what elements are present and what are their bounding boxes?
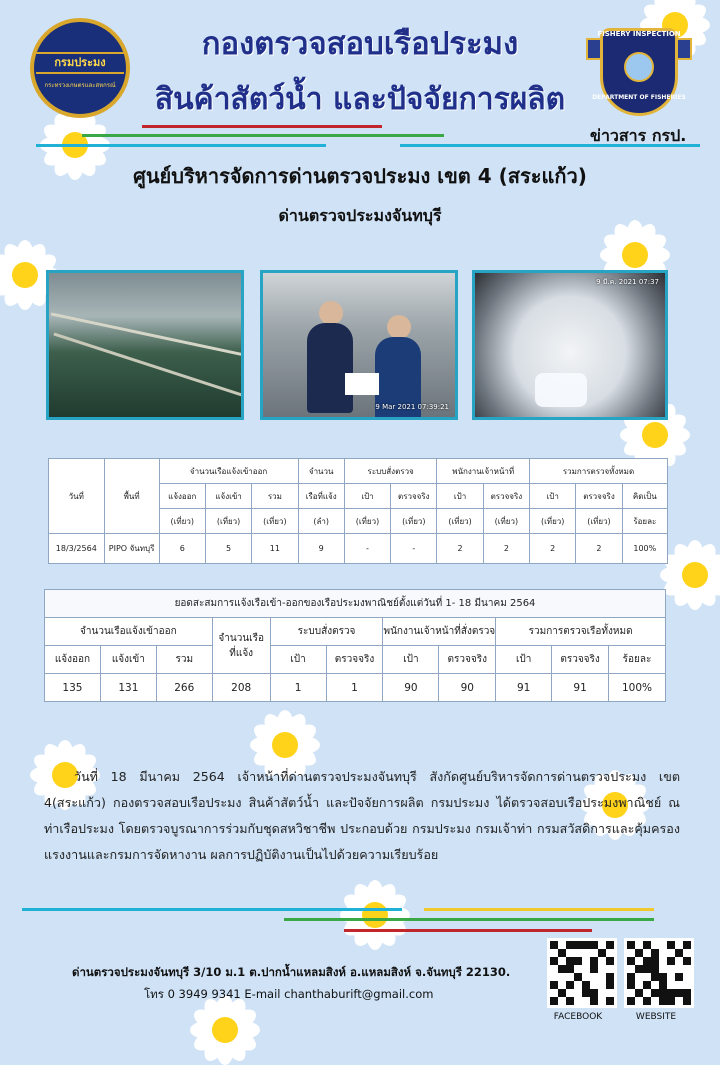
cell-in: 131: [100, 674, 156, 702]
col-header-ships-line1: จำนวนเรือ: [218, 632, 264, 644]
unit-trip: (เที่ยว): [391, 509, 437, 534]
col-header-ships-line2: ที่แจ้ง: [229, 647, 254, 659]
logo-right-bottom-text: DEPARTMENT OF FISHERIES: [592, 94, 686, 101]
col-header-count: จำนวน: [298, 459, 344, 484]
divider: [22, 908, 402, 911]
sub-header-target: เป้า: [344, 484, 390, 509]
sub-header-target: เป้า: [383, 646, 439, 674]
report-paragraph: วันที่ 18 มีนาคม 2564 เจ้าหน้าที่ด่านตรวจประมงจันทบุรี สังกัดศูนย์บริหารจัดการด่านตรวจประมง เขต 4(สระแก้ว) กองตรวจสอบเรือประมง สินค้าสัตว์น้ำ และปัจจัยการผลิต กรมประมง ได้ตรวจสอบเรือประมงพาณิชย์ ณ ท่าเรือประมง โดยตรวจบูรณาการร่วมกับชุดสหวิชาชีพ ประกอบด้วย กรมประมง กรมเจ้าท่า กรมสวัสดิการและคุ้มครองแรงงานและกรมการจัดหางาน ผลการปฏิบัติงานเป็นไปด้วยความเรียบร้อย: [44, 769, 680, 862]
website-qr-label: WEBSITE: [635, 1012, 677, 1022]
footer-contact: โทร 0 3949 9341 E-mail chanthaburift@gmail.com: [144, 987, 434, 1001]
divider: [424, 908, 654, 911]
logo-right-top-text: FISHERY INSPECTION: [597, 30, 681, 38]
divider: [36, 144, 326, 147]
daisy-decoration: [660, 540, 720, 610]
photo-timestamp: 9 Mar 2021 07:39:21: [375, 403, 449, 411]
cell-sys-actual: -: [391, 534, 437, 564]
divider: [344, 929, 592, 932]
photo-fishing-net: [46, 270, 244, 420]
cell-total-target: 91: [496, 674, 552, 702]
seal-icon: [624, 52, 654, 82]
page-subtitle: สินค้าสัตว์น้ำ และปัจจัยการผลิต: [154, 82, 566, 117]
cumulative-report-table: [44, 589, 666, 702]
col-header-staff: พนักงานเจ้าหน้าที่สั่งตรวจ: [383, 618, 496, 646]
sub-header-actual: ตรวจจริง: [326, 646, 383, 674]
sub-header-sum: รวม: [156, 646, 212, 674]
cell-staff-target: 2: [437, 534, 483, 564]
sub-header-in: แจ้งเข้า: [100, 646, 156, 674]
col-header-system: ระบบสั่งตรวจ: [270, 618, 383, 646]
cell-in: 5: [205, 534, 251, 564]
cell-total-actual: 2: [576, 534, 622, 564]
col-header-date: วันที่: [49, 459, 105, 534]
cell-staff-target: 90: [383, 674, 439, 702]
cumulative-table-title: ยอดสะสมการแจ้งเรือเข้า-ออกของเรือประมงพาณิชย์ตั้งแต่วันที่ 1- 18 มีนาคม 2564: [45, 590, 666, 618]
cell-sum: 266: [156, 674, 212, 702]
website-qr-code[interactable]: [624, 938, 694, 1008]
col-header-ship-report: จำนวนเรือแจ้งเข้าออก: [159, 459, 298, 484]
table-row: [45, 674, 666, 702]
divider: [284, 918, 654, 921]
unit-trip: (เที่ยว): [159, 509, 205, 534]
sub-header-percent: คิดเป็น: [622, 484, 667, 509]
unit-percent: ร้อยละ: [622, 509, 667, 534]
footer-address: ด่านตรวจประมงจันทบุรี 3/10 ม.1 ต.ปากน้ำแหลมสิงห์ อ.แหลมสิงห์ จ.จันทบุรี 22130.: [72, 965, 511, 979]
unit-trip: (เที่ยว): [252, 509, 298, 534]
sub-header-target: เป้า: [530, 484, 576, 509]
cell-total-actual: 91: [552, 674, 609, 702]
col-header-total: รวมการตรวจเรือทั้งหมด: [496, 618, 666, 646]
unit-trip: (เที่ยว): [205, 509, 251, 534]
col-header-total: รวมการตรวจทั้งหมด: [530, 459, 668, 484]
col-header-system: ระบบสั่งตรวจ: [344, 459, 437, 484]
sub-header-actual: ตรวจจริง: [576, 484, 622, 509]
cell-sys-actual: 1: [326, 674, 383, 702]
cell-ships: 208: [212, 674, 270, 702]
photo-inspectors: [260, 270, 458, 420]
sub-header-actual: ตรวจจริง: [552, 646, 609, 674]
page-title: กองตรวจสอบเรือประมง: [201, 26, 519, 62]
divider: [142, 125, 382, 128]
col-header-staff: พนักงานเจ้าหน้าที่: [437, 459, 530, 484]
sub-header-actual: ตรวจจริง: [483, 484, 529, 509]
unit-trip: (เที่ยว): [530, 509, 576, 534]
cell-date: 18/3/2564: [49, 534, 105, 564]
sub-header-sum: รวม: [252, 484, 298, 509]
cell-staff-actual: 2: [483, 534, 529, 564]
col-header-report: จำนวนเรือแจ้งเข้าออก: [45, 618, 213, 646]
sub-header-in: แจ้งเข้า: [205, 484, 251, 509]
unit-ship: (ลำ): [298, 509, 344, 534]
table-row: [49, 534, 668, 564]
cell-sum: 11: [252, 534, 298, 564]
col-header-area: พื้นที่: [104, 459, 159, 534]
unit-trip: (เที่ยว): [437, 509, 483, 534]
facebook-qr-code[interactable]: [547, 938, 617, 1008]
sub-header-target: เป้า: [270, 646, 326, 674]
facebook-qr-label: FACEBOOK: [553, 1012, 603, 1022]
cell-area: PIPO จันทบุรี: [104, 534, 159, 564]
sub-header-target: เป้า: [437, 484, 483, 509]
checkpoint-heading: ด่านตรวจประมงจันทบุรี: [278, 206, 442, 225]
daisy-decoration: [340, 880, 410, 950]
cell-percent: 100%: [622, 534, 667, 564]
cell-out: 135: [45, 674, 101, 702]
sub-header-actual: ตรวจจริง: [439, 646, 496, 674]
cell-staff-actual: 90: [439, 674, 496, 702]
unit-trip: (เที่ยว): [344, 509, 390, 534]
news-tag: ข่าวสาร กรป.: [590, 126, 687, 145]
cell-total-target: 2: [530, 534, 576, 564]
divider: [82, 134, 444, 137]
logo-subtext: กระทรวงเกษตรและสหกรณ์: [44, 82, 116, 89]
sub-header-percent: ร้อยละ: [609, 646, 666, 674]
unit-trip: (เที่ยว): [483, 509, 529, 534]
unit-trip: (เที่ยว): [576, 509, 622, 534]
col-header-ships: [212, 618, 270, 674]
sub-header-out: แจ้งออก: [159, 484, 205, 509]
sub-header-out: แจ้งออก: [45, 646, 101, 674]
cell-out: 6: [159, 534, 205, 564]
sub-header-actual: ตรวจจริง: [391, 484, 437, 509]
photo-catch: [472, 270, 668, 420]
daily-report-table: [48, 458, 668, 564]
daisy-decoration: [190, 995, 260, 1065]
logo-text: กรมประมง: [36, 52, 124, 74]
sub-header-target: เป้า: [496, 646, 552, 674]
cell-percent: 100%: [609, 674, 666, 702]
cell-ships: 9: [298, 534, 344, 564]
cell-sys-target: 1: [270, 674, 326, 702]
sub-header-ships: เรือที่แจ้ง: [298, 484, 344, 509]
center-heading: ศูนย์บริหารจัดการด่านตรวจประมง เขต 4 (สระแก้ว): [133, 164, 587, 188]
cell-sys-target: -: [344, 534, 390, 564]
photo-timestamp: 9 มี.ค. 2021 07:37: [596, 278, 659, 286]
